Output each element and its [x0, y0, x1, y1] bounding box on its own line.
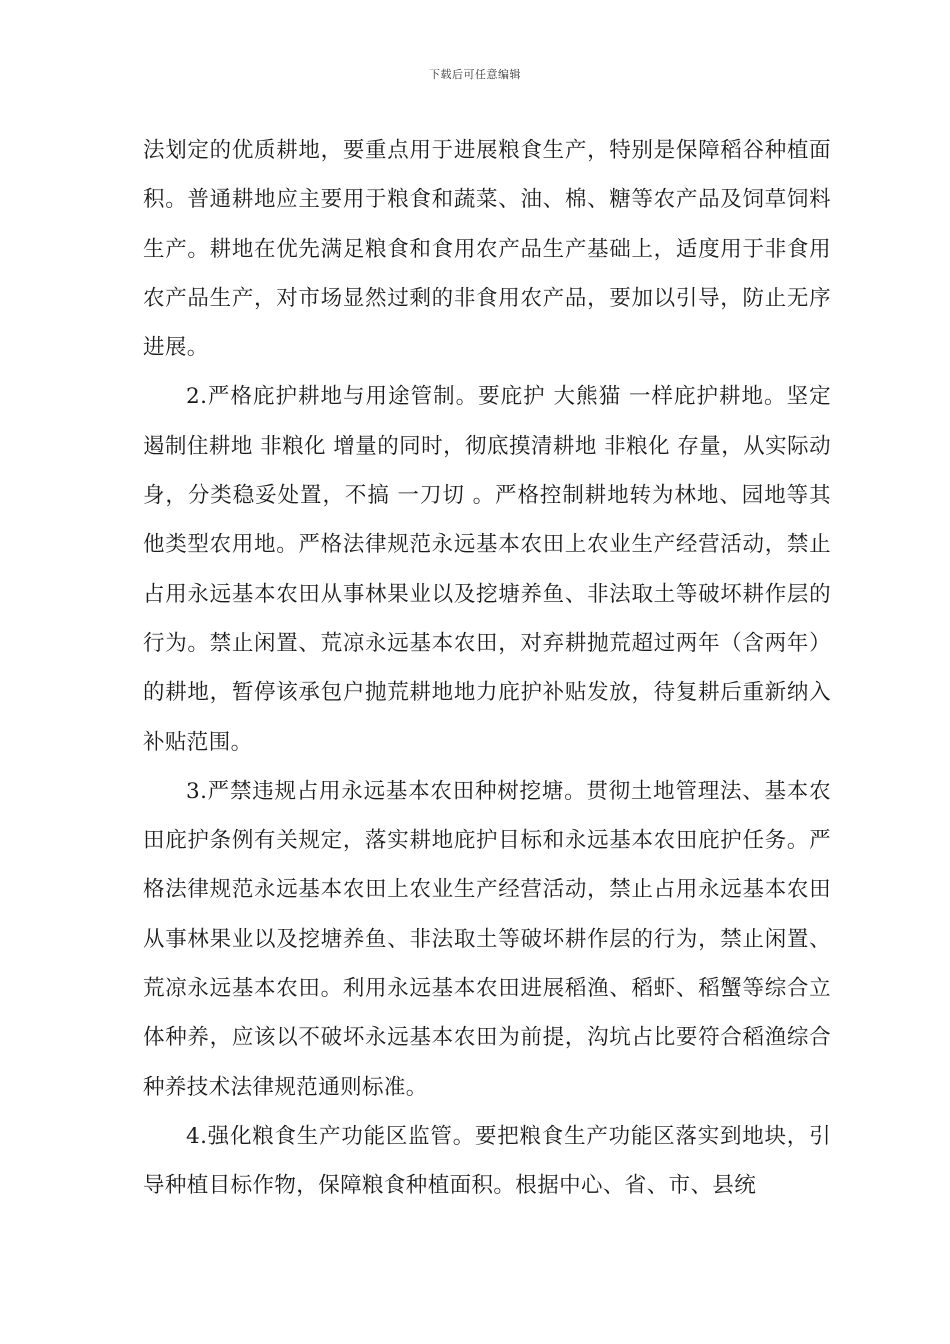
page-header: 下载后可任意编辑 — [429, 68, 521, 81]
paragraph-continuation: 法划定的优质耕地，要重点用于进展粮食生产，特别是保障稻谷种植面积。普通耕地应主要用于粮食和蔬菜、油、棉、糖等农产品及饲草饲料生产。耕地在优先满足粮食和食用农产品生产基础上，适度用于非食用农产品生产，对市场显然过剩的非食用农产品，要加以引导，防止无序进展。 — [143, 138, 831, 361]
paragraph-item-3: 3.严禁违规占用永远基本农田种树挖塘。贯彻土地管理法、基本农田庇护条例有关规定，落实耕地庇护目标和永远基本农田庇护任务。严格法律规范永远基本农田上农业生产经营活动，禁止占用永远基本农田从事林果业以及挖塘养鱼、非法取土等破坏耕作层的行为，禁止闲置、荒凉永远基本农田。利用永远基本农田进展稻渔、稻虾、稻蟹等综合立体种养，应该以不破坏永远基本农田为前提，沟坑占比要符合稻渔综合种养技术法律规范通则标准。 — [143, 778, 831, 1100]
paragraph-item-2: 2.严格庇护耕地与用途管制。要庇护 大熊猫 一样庇护耕地。坚定遏制住耕地 非粮化 增量的同时，彻底摸清耕地 非粮化 存量，从实际动身，分类稳妥处置，不搞 一刀切 。严格控制耕地转为林地、园地等其他类型农用地。严格法律规范永远基本农田上农业生产经营活动，禁止占用永远基本农田从事林果业以及挖塘养鱼、非法取土等破坏耕作层的行为。禁止闲置、荒凉永远基本农田，对弃耕抛荒超过两年（含两年）的耕地，暂停该承包户抛荒耕地地力庇护补贴发放，待复耕后重新纳入补贴范围。 — [143, 384, 831, 755]
paragraph-item-4: 4.强化粮食生产功能区监管。要把粮食生产功能区落实到地块，引导种植目标作物，保障粮食种植面积。根据中心、省、市、县统 — [143, 1123, 831, 1199]
document-body — [143, 126, 831, 1211]
